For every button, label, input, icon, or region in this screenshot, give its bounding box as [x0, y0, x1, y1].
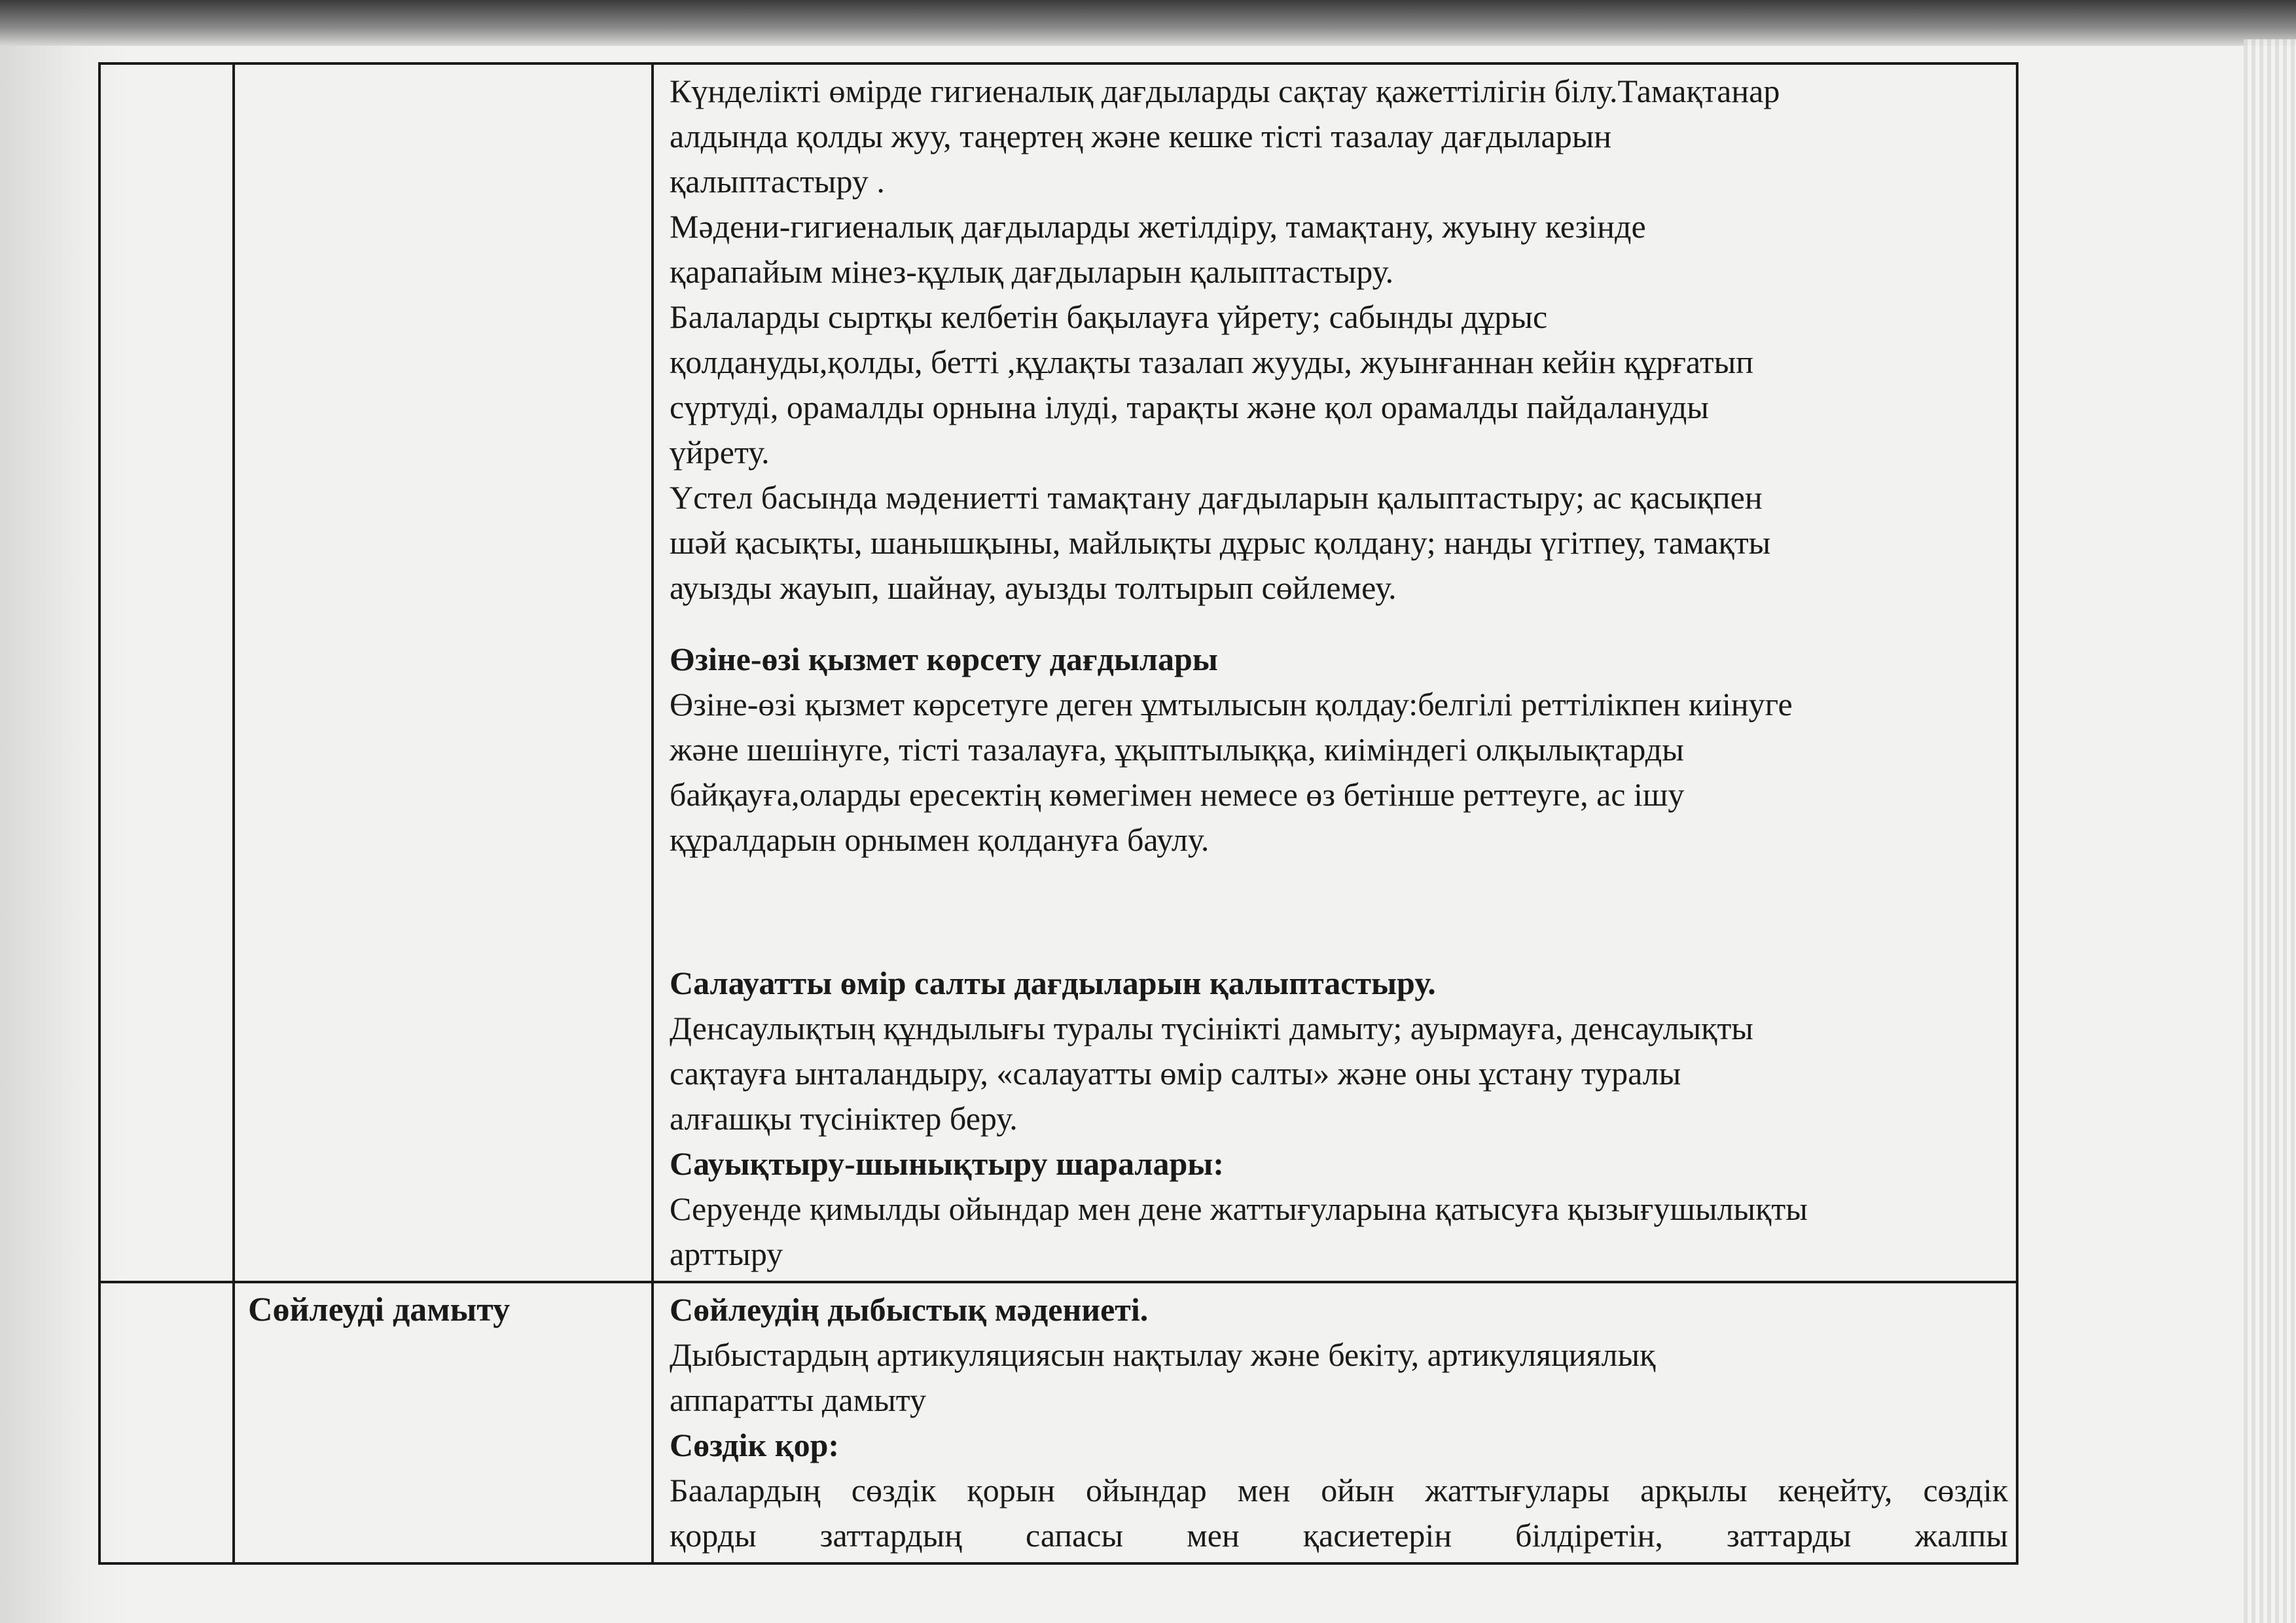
paragraph-line: шәй қасықты, шанышқыны, майлықты дұрыс қолдану; нанды үгітпеу, тамақты	[670, 524, 1771, 561]
empty-cell	[99, 63, 234, 1282]
paragraph-line: Балаларды сыртқы келбетін бақылауға үйрету; сабынды дұрыс	[670, 298, 1548, 335]
paragraph-line: қорды заттардың сапасы мен қасиетерін білдіретін, заттарды жалпы	[670, 1517, 2008, 1554]
paragraph-line: аппаратты дамыту	[670, 1382, 926, 1418]
section-heading: Салауатты өмір салты дағдыларын қалыптастыру.	[670, 965, 1436, 1001]
paragraph-line: Күнделікті өмірде гигиеналық дағдыларды сақтау қажеттілігін білу.Тамақтанар	[670, 73, 1780, 109]
paragraph-line: алдында қолды жуу, таңертең және кешке тісті тазалау дағдыларын	[670, 118, 1612, 154]
section-heading: Өзіне-өзі қызмет көрсету дағдылары	[670, 641, 1218, 677]
spacer	[670, 611, 2008, 637]
paragraph-line: байқауға,оларды ересектің көмегімен немесе өз бетінше реттеуге, ас ішу	[670, 776, 1685, 813]
paragraph-line: ауызды жауып, шайнау, ауызды толтырып сөйлемеу.	[670, 569, 1397, 606]
paragraph-line: Серуенде қимылды ойындар мен дене жаттығуларына қатысуға қызығушылықты	[670, 1190, 1808, 1227]
table-row	[99, 1282, 2017, 1563]
paragraph-line: үйрету.	[670, 434, 770, 471]
paragraph-line: қарапайым мінез-құлық дағдыларын қалыптастыру.	[670, 253, 1394, 290]
paragraph-line: Дыбыстардың артикуляциясын нақтылау және бекіту, артикуляциялық	[670, 1336, 1656, 1373]
section-heading: Сөйлеудің дыбыстық мәдениеті.	[670, 1291, 1149, 1328]
section-heading: Сауықтыру-шынықтыру шаралары:	[670, 1145, 1224, 1182]
paragraph-line: қолдануды,қолды, бетті ,құлақты тазалап жууды, жуынғаннан кейін құрғатып	[670, 344, 1754, 380]
paragraph-line: сақтауға ынталандыру, «салауатты өмір салты» және оны ұстану туралы	[670, 1055, 1681, 1092]
table-row	[99, 63, 2017, 1282]
subject-label	[235, 65, 651, 73]
empty-cell	[99, 1282, 234, 1563]
paragraph-line: Денсаулықтың құндылығы туралы түсінікті дамыту; ауырмауға, денсаулықты	[670, 1010, 1753, 1046]
paragraph-line: құралдарын орнымен қолдануға баулу.	[670, 821, 1210, 858]
content-cell	[653, 1282, 2017, 1563]
paragraph-line: Баалардың сөздік қорын ойындар мен ойын жаттығулары арқылы кеңейту, сөздік	[670, 1472, 2008, 1508]
subject-label: Сөйлеуді дамыту	[248, 1291, 511, 1329]
content-text	[654, 65, 2016, 1281]
content-text	[654, 1283, 2016, 1562]
subject-cell	[234, 63, 653, 1282]
content-cell	[653, 63, 2017, 1282]
paragraph-line: қалыптастыру .	[670, 163, 885, 200]
paragraph-line: Мәдени-гигиеналық дағдыларды жетілдіру, тамақтану, жуыну кезінде	[670, 208, 1646, 245]
paragraph-line: және шешінуге, тісті тазалауға, ұқыптылыққа, киіміндегі олқылықтарды	[670, 731, 1684, 768]
curriculum-table	[98, 62, 2018, 1565]
spacer	[670, 863, 2008, 961]
paragraph-line: Өзіне-өзі қызмет көрсетуге деген ұмтылысын қолдау:белгілі реттілікпен киінуге	[670, 686, 1793, 722]
paragraph-line: арттыру	[670, 1236, 783, 1272]
paragraph-line: сүртуді, орамалды орнына ілуді, тарақты және қол орамалды пайдалануды	[670, 389, 1709, 425]
paragraph-line: Үстел басында мәдениетті тамақтану дағдыларын қалыптастыру; ас қасықпен	[670, 479, 1763, 516]
section-heading: Сөздік қор:	[670, 1427, 840, 1463]
subject-cell	[234, 1282, 653, 1563]
paragraph-line: алғашқы түсініктер беру.	[670, 1100, 1018, 1137]
